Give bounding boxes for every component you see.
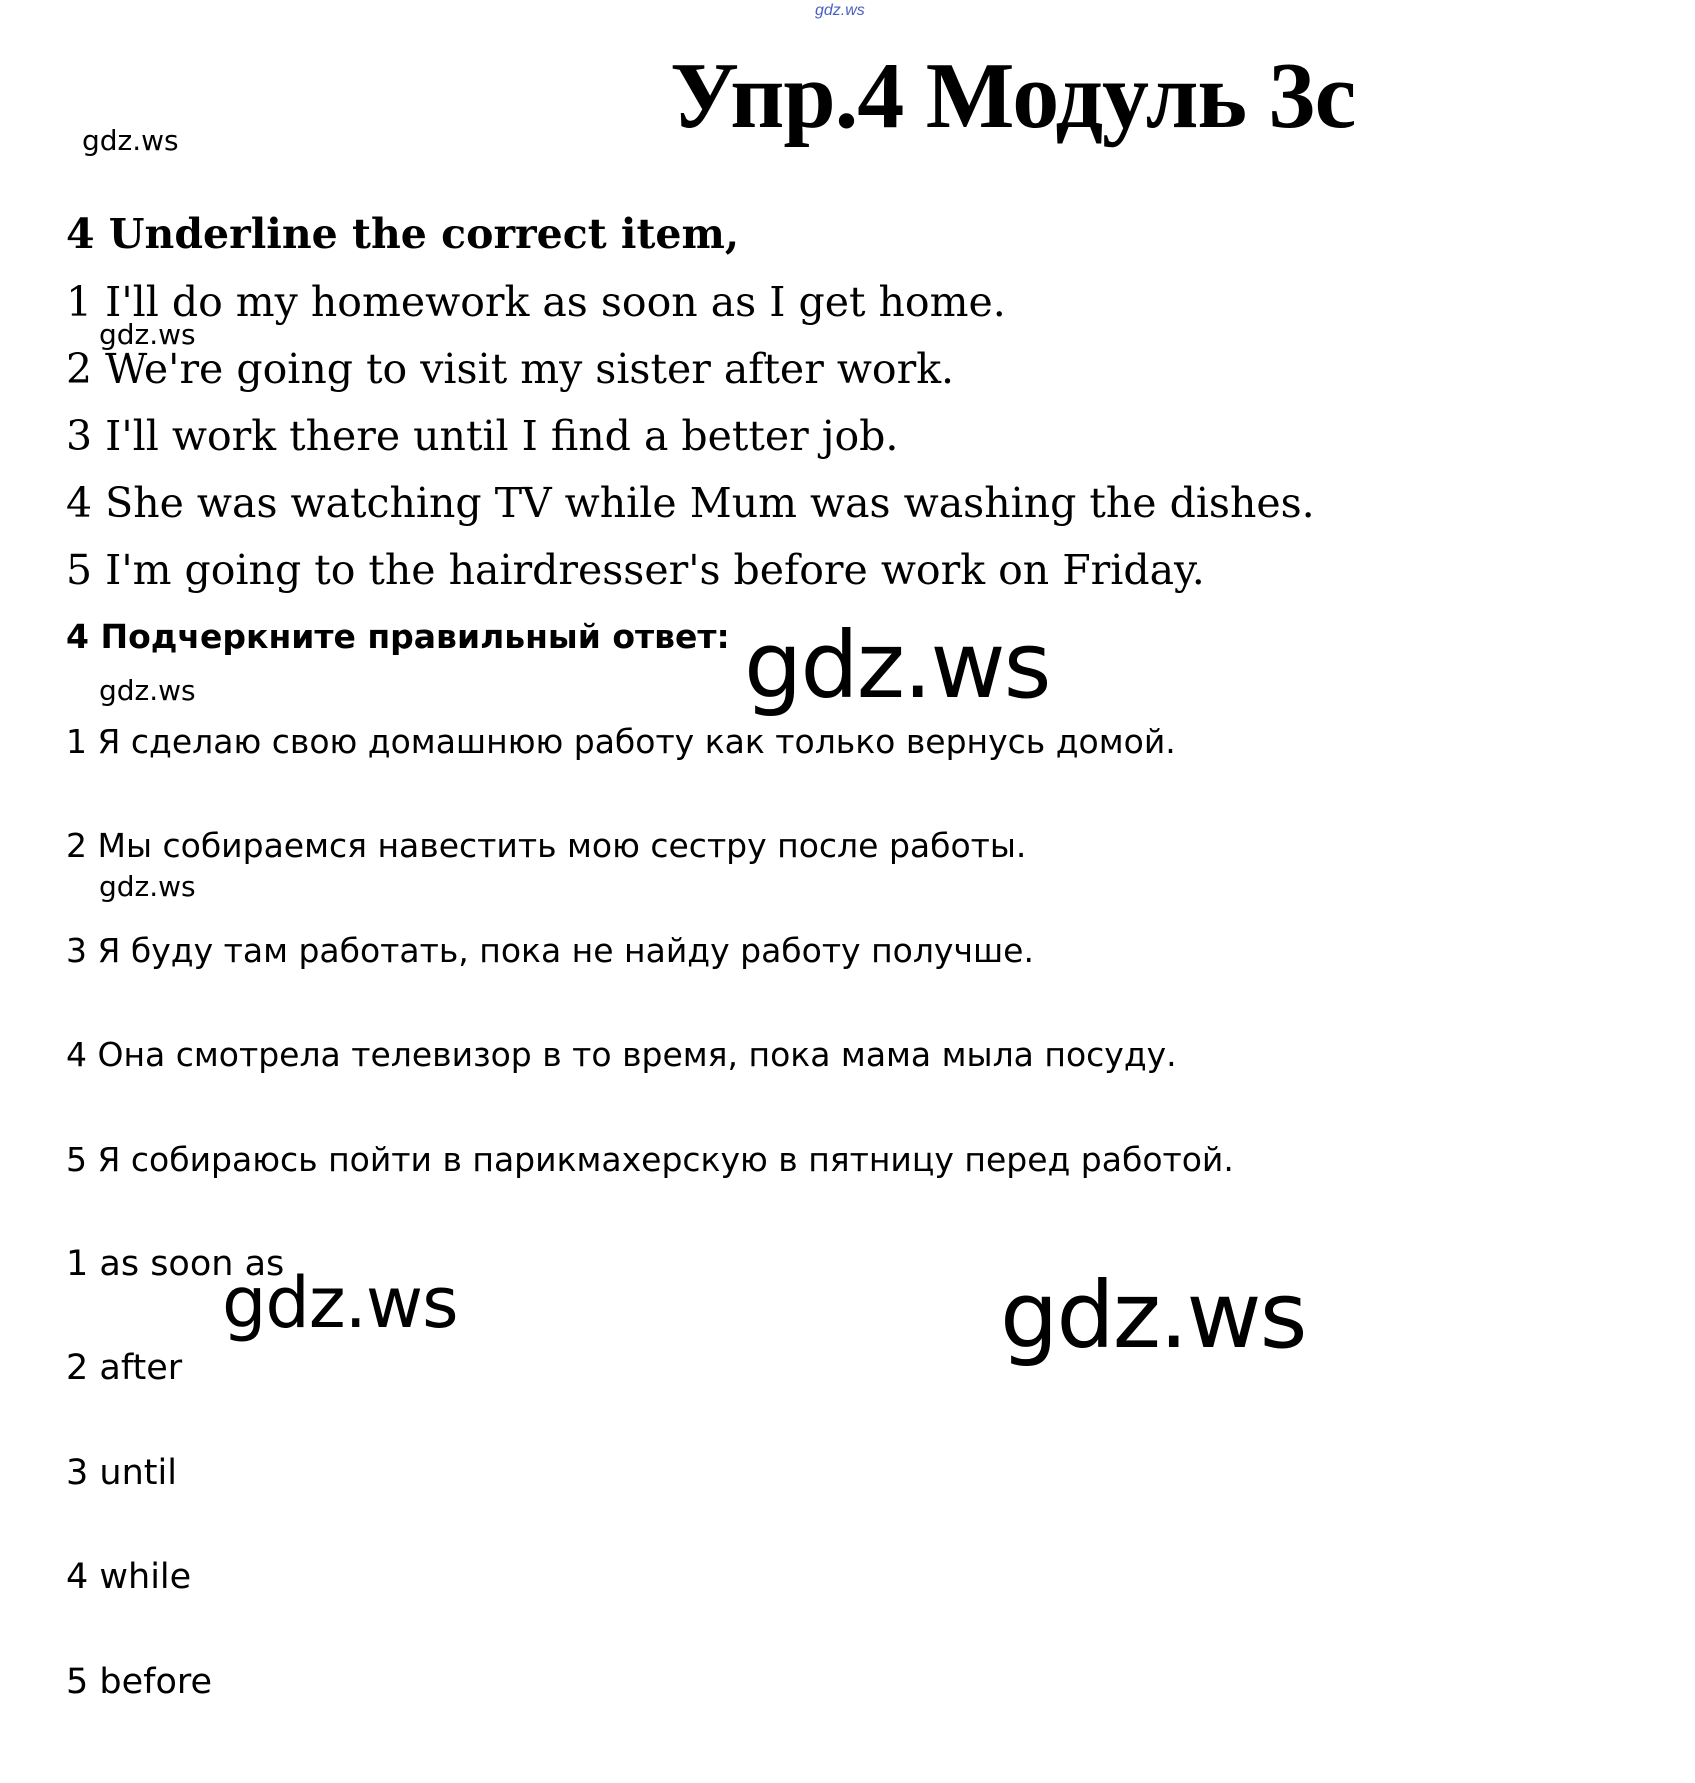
watermark-ru-heading-big: gdz.ws	[744, 612, 1050, 719]
answer-5: 5 before	[66, 1662, 213, 1702]
english-line-2: 2 We're going to visit my sister after work.	[66, 345, 955, 393]
answer-3: 3 until	[66, 1453, 177, 1493]
watermark-answers-right: gdz.ws	[1000, 1262, 1306, 1369]
english-line-3: 3 I'll work there until I find a better job.	[66, 412, 899, 460]
watermark-answers-mid: gdz.ws	[222, 1262, 458, 1344]
watermark-top-left: gdz.ws	[82, 124, 179, 157]
watermark-top: gdz.ws	[815, 2, 865, 19]
answer-1: 1 as soon as	[66, 1244, 285, 1284]
watermark-ru-line2-small: gdz.ws	[99, 870, 196, 903]
russian-line-3: 3 Я буду там работать, пока не найду работу получше.	[66, 931, 1034, 970]
english-line-1: 1 I'll do my homework as soon as I get home.	[66, 278, 1006, 326]
page-title: Упр.4 Модуль 3с	[670, 44, 1356, 148]
answer-2: 2 after	[66, 1348, 183, 1388]
russian-line-5: 5 Я собираюсь пойти в парикмахерскую в пятницу перед работой.	[66, 1140, 1234, 1179]
english-line-4: 4 She was watching TV while Mum was washing the dishes.	[66, 479, 1315, 527]
russian-line-4: 4 Она смотрела телевизор в то время, пока мама мыла посуду.	[66, 1035, 1177, 1074]
answer-4: 4 while	[66, 1557, 192, 1597]
watermark-under-line1: gdz.ws	[99, 318, 196, 351]
russian-heading: 4 Подчеркните правильный ответ:	[66, 617, 730, 656]
russian-line-2: 2 Мы собираемся навестить мою сестру после работы.	[66, 826, 1027, 865]
english-heading: 4 Underline the correct item,	[66, 210, 740, 258]
english-line-5: 5 I'm going to the hairdresser's before work on Friday.	[66, 546, 1205, 594]
watermark-ru-heading-small: gdz.ws	[99, 674, 196, 707]
russian-line-1: 1 Я сделаю свою домашнюю работу как только вернусь домой.	[66, 722, 1176, 761]
